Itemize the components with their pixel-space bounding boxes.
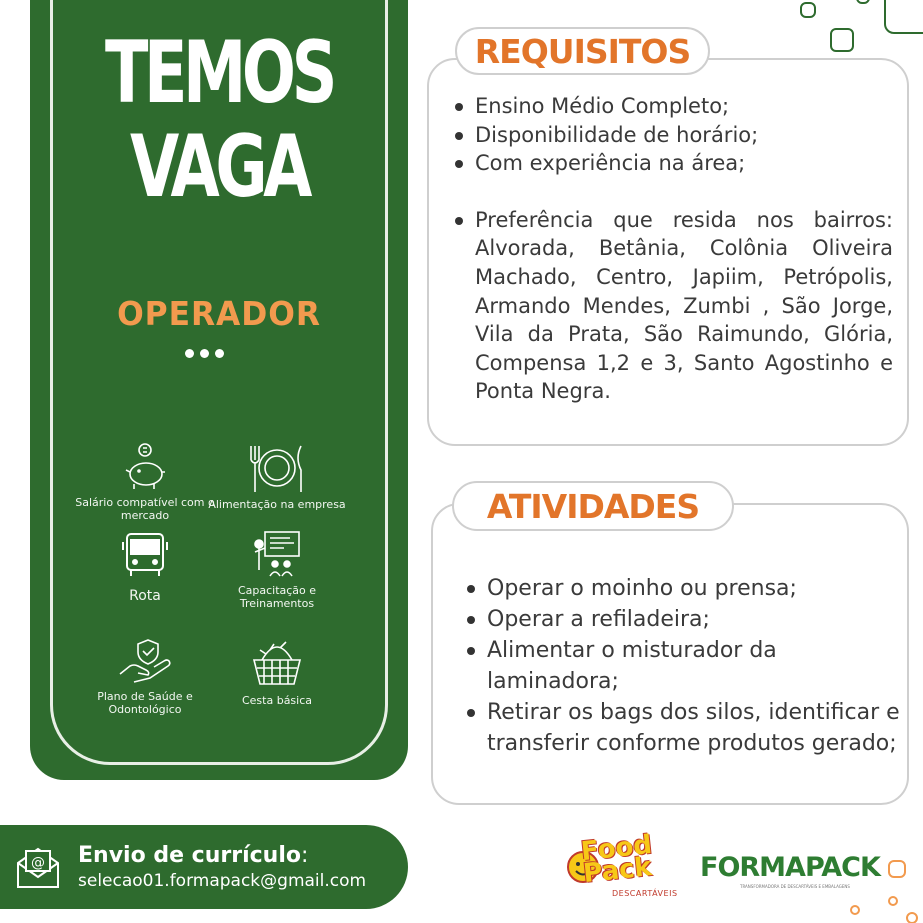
benefit-label: Plano de Saúde e Odontológico — [97, 690, 193, 716]
benefit-label: Cesta básica — [241, 694, 313, 707]
job-role-title: OPERADOR — [117, 294, 321, 333]
benefit-training — [202, 530, 352, 610]
decorative-square — [884, 0, 923, 34]
decorative-square — [906, 912, 918, 923]
health-hand-icon — [118, 638, 172, 684]
decorative-square — [800, 2, 816, 18]
benefit-food — [202, 442, 352, 511]
contact-bar — [0, 825, 408, 909]
foodpack-logo-text: Food Pack — [579, 829, 654, 890]
list-item: Alimentar o misturador da laminadora; — [465, 635, 905, 697]
formapack-logo-sub: TRANSFORMADORA DE DESCARTÁVEIS E EMBALAGENS — [740, 884, 850, 889]
contact-email[interactable]: selecao01.formapack@gmail.com — [78, 871, 367, 891]
contact-title: Envio de currículo: — [78, 843, 309, 868]
formapack-logo-text: FORMAPACK — [700, 852, 880, 883]
requirements-card — [427, 58, 909, 446]
list-item: Retirar os bags dos silos, identificar e transferir conforme produtos gerado; — [465, 697, 905, 759]
benefit-label: Rota — [129, 588, 161, 604]
benefit-route — [70, 530, 220, 603]
list-item: Operar o moinho ou prensa; — [465, 573, 905, 604]
basket-icon — [250, 638, 304, 688]
decorative-square — [830, 28, 854, 52]
list-item: Operar a refiladeira; — [465, 604, 905, 635]
email-envelope-icon — [14, 843, 62, 891]
foodpack-logo-sub: DESCARTÁVEIS — [612, 889, 678, 898]
job-panel — [30, 0, 408, 780]
headline-line-2: VAGA — [130, 117, 308, 217]
decorative-square — [850, 905, 860, 915]
ellipsis-dots — [185, 349, 224, 358]
benefit-label: Salário compatível com o mercado — [75, 496, 215, 522]
svg-text:@: @ — [31, 855, 45, 871]
benefit-salary — [70, 442, 220, 522]
benefit-label: Capacitação e Treinamentos — [237, 584, 317, 610]
activities-card — [431, 503, 909, 805]
decorative-square — [856, 0, 870, 4]
foodpack-logo — [562, 830, 682, 905]
decorative-square — [888, 860, 906, 878]
list-item: Ensino Médio Completo; — [453, 92, 893, 121]
headline-line-1: TEMOS — [105, 23, 333, 123]
bus-icon — [121, 530, 169, 580]
benefit-label: Alimentação na empresa — [208, 498, 346, 511]
activities-title: ATIVIDADES — [452, 481, 734, 531]
benefit-basket — [202, 638, 352, 707]
list-item: Disponibilidade de horário; — [453, 121, 893, 150]
plate-cutlery-icon — [245, 442, 309, 494]
requirements-list — [453, 92, 893, 406]
decorative-square — [888, 896, 898, 906]
requirements-title: REQUISITOS — [455, 27, 710, 75]
activities-list — [465, 573, 905, 759]
training-board-icon — [251, 530, 303, 580]
list-item: Preferência que resida nos bairros: Alvorada, Betânia, Colônia Oliveira Machado, Centro, Japiim, Petrópolis, Armando Mendes, Zumbi , São Jorge, Vila da Prata, São Raimundo, Glória, Compensa 1,2 e 3, Santo Agostinho e Ponta Negra. — [453, 206, 893, 406]
benefit-health — [70, 638, 220, 716]
formapack-logo — [700, 842, 880, 892]
piggy-bank-icon — [120, 442, 170, 492]
list-item: Com experiência na área; — [453, 149, 893, 178]
